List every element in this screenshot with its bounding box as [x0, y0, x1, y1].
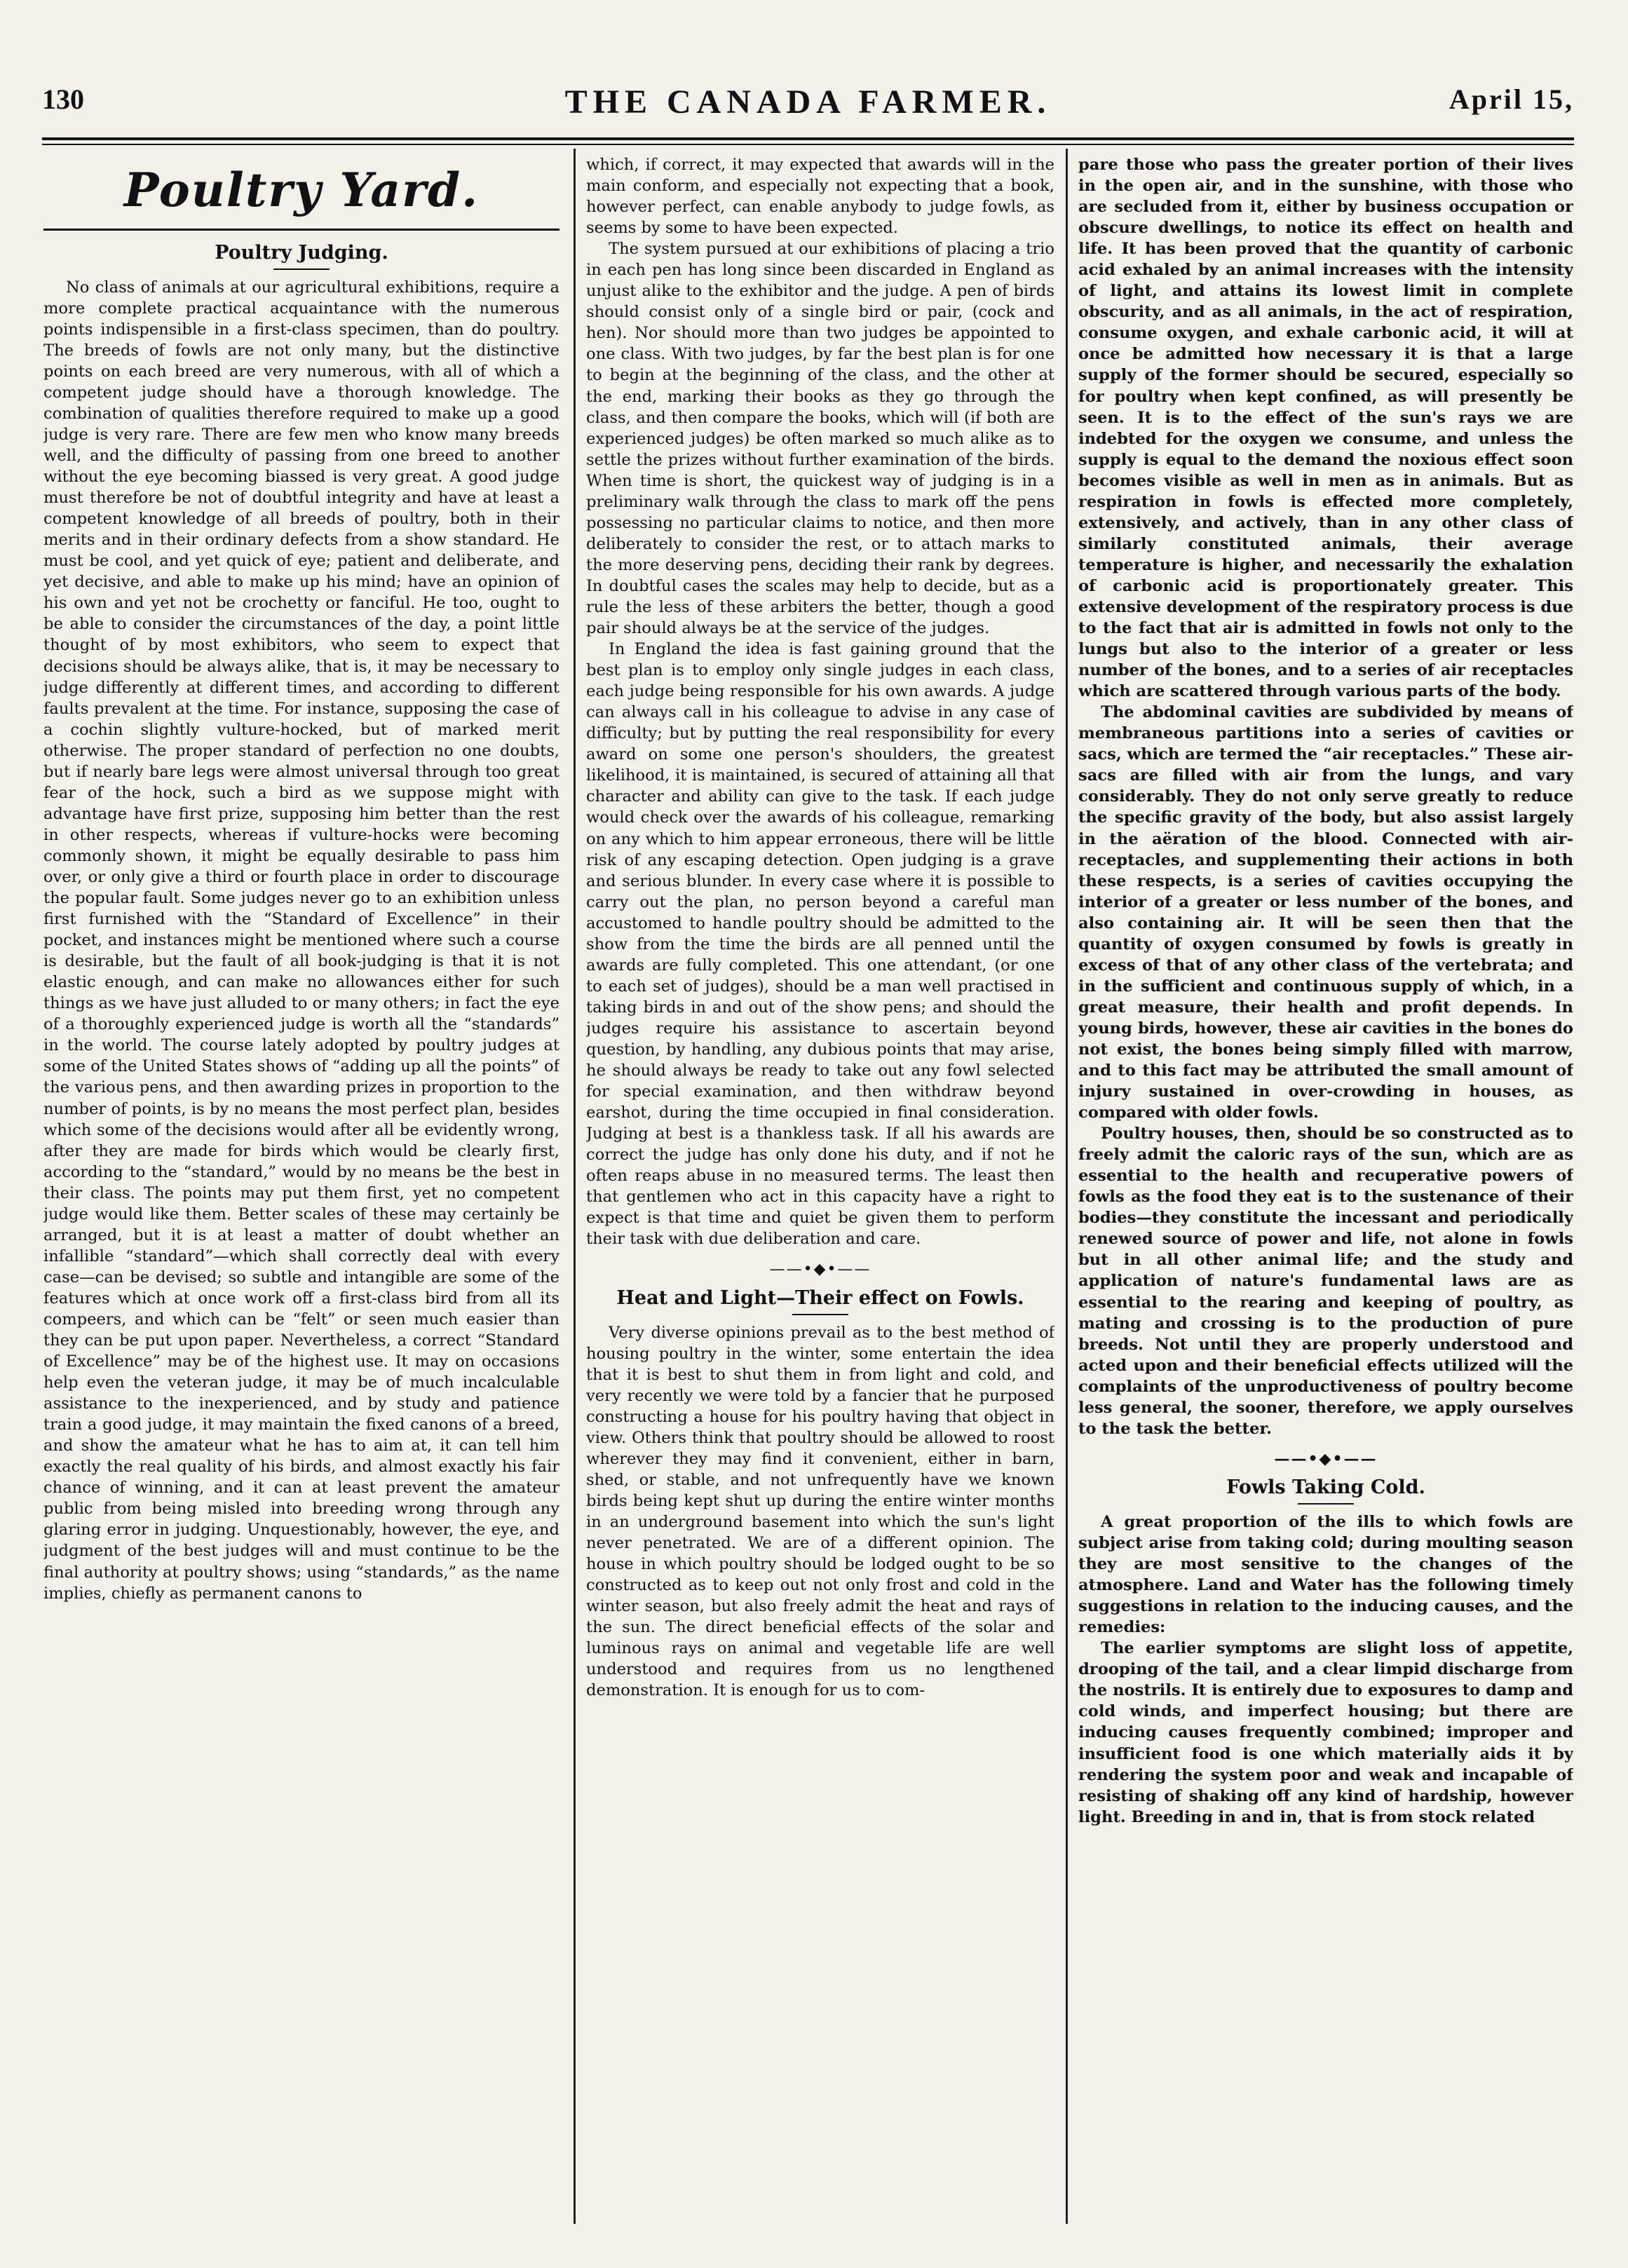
column-divider: [574, 149, 576, 2224]
title-rule: [792, 1314, 848, 1315]
column-divider: [1066, 149, 1068, 2224]
page-number: 130: [42, 83, 84, 115]
section-rule: [43, 229, 559, 231]
header-rule-thick: [42, 137, 1574, 140]
title-rule: [273, 269, 330, 270]
article-paragraph: In England the idea is fast gaining ground that the best plan is to employ only single judges in each class, each judge being responsible for his own awards. A judge can always call in his colleague to advise in any case of difficulty; but by putting the real responsibility for every award on some one person's shoulders, the greatest likelihood, it is maintained, is secured of attaining all that character and ability can give to the task. If each judge would check over the awards of his colleague, remarking on any which to him appear erroneous, there will be little risk of any escaping detection. Open judging is a grave and serious blunder. In every case where it is possible to carry out the plan, no person beyond a careful man accustomed to handle poultry should be admitted to the show from the time the birds are all penned until the awards are fully completed. This one attendant, (or one to each set of judges), should be a man well practised in taking birds in and out of the show pens; and should the judges require his assistance to ascertain beyond question, by handling, any dubious points that may arise, he should always be ready to take out any fowl selected for special examination, and then withdraw beyond earshot, during the time occupied in final consideration. Judging at best is a thankless task. If all his awards are correct the judge has only done his duty, and if not he often reaps abuse in no measured terms. The least then that gentlemen who act in this capacity have a right to expect is that time and quiet be given them to perform their task with due deliberation and care.: [586, 640, 1054, 1249]
column-3: [1078, 154, 1573, 2219]
page-header: [42, 83, 1574, 132]
article-paragraph: which, if correct, it may expected that awards will in the main conform, and especially not expecting that a book, however perfect, can enable anybody to judge fowls, as seems by some to have been expected.: [586, 156, 1054, 238]
section-ornament: ——•◆•——: [1274, 1449, 1378, 1468]
article-title-poultry-judging: Poultry Judging.: [215, 241, 388, 264]
article-paragraph: The earlier symptoms are slight loss of appetite, drooping of the tail, and a clear limpid discharge from the nostrils. It is entirely due to exposures to damp and cold winds, and imperfect housing; but there are inducing causes frequently combined; improper and insufficient food is one which materially aids it by rendering the system poor and weak and incapable of resisting of shaking off any kind of hardship, however light. Breeding in and in, that is from stock related: [1078, 1639, 1573, 1826]
article-title-heat-and-light: Heat and Light—Their effect on Fowls.: [616, 1286, 1024, 1309]
issue-date: April 15,: [1449, 83, 1574, 115]
masthead: THE CANADA FARMER.: [564, 83, 1052, 121]
article-paragraph: A great proportion of the ills to which fowls are subject arise from taking cold; during moulting season they are most sensitive to the changes of the atmosphere. Land and Water has the following timely suggestions in relation to the inducing causes, and the remedies:: [1078, 1513, 1573, 1637]
article-paragraph: No class of animals at our agricultural exhibitions, require a more complete practical acquaintance with the numerous points indispensible in a first-class specimen, than do poultry. The breeds of fowls are not only many, but the distinctive points on each breed are very numerous, with all of which a competent judge should have a thorough knowledge. The combination of qualities therefore required to make up a good judge is very rare. There are few men who know many breeds well, and the difficulty of passing from one breed to another without the eye becoming biassed is very great. A good judge must therefore be not of doubtful integrity and have at least a competent knowledge of all breeds of poultry, both in their merits and in their ordinary defects from a show standard. He must be cool, and yet quick of eye; patient and deliberate, and yet decisive, and able to make up his mind; have an opinion of his own and yet not be crochetty or fanciful. He too, ought to be able to consider the circumstances of the day, a point little thought of by most exhibitors, who seem to expect that decisions should be always alike, that is, it may be necessary to judge differently at different times, and according to different faults prevalent at the time. For instance, supposing the case of a cochin slightly vulture-hocked, but of marked merit otherwise. The proper standard of perfection no one doubts, but if nearly bare legs were almost universal through too great fear of the hock, such a bird as we suppose might with advantage have first prize, supposing him better than the rest in other respects, whereas if vulture-hocks were becoming commonly shown, it might be equally desirable to pass him over, or only give a third or fourth place in order to discourage the popular fault. Some judges never go to an exhibition unless first furnished with the “Standard of Excellence” in their pocket, and instances might be mentioned where such a course is desirable, but the fault of all book-judging is that it is not elastic enough, and can make no allowances either for such things as we have just alluded to or many others; in fact the eye of a thoroughly experienced judge is worth all the “standards” in the world. The course lately adopted by poultry judges at some of the United States shows of “adding up all the points” of the various pens, and then awarding prizes in proportion to the number of points, is by no means the most perfect plan, besides which some of the decisions would after all be evidently wrong, after they are made for birds which would be clearly first, according to the “standard,” would by no means be the best in their class. The points may put them first, yet no competent judge would like them. Better scales of these may certainly be arranged, but it is at least a matter of doubt whether an infallible “standard”—which shall correctly deal with every case—can be devised; so subtle and intangible are some of the features which at once work off a first-class bird from all its compeers, and which can be “felt” or seen much easier than they can be put upon paper. Nevertheless, a correct “Standard of Excellence” may be of the highest use. It may on occasions help even the veteran judge, it may be of much incalculable assistance to the inexperienced, and by study and patience train a good judge, it may maintain the fixed canons of a breed, and show the amateur what he has to aim at, it can tell him exactly the real quality of his birds, and almost exactly his fair chance of winning, and it can at least prevent the amateur public from being misled into breeding wrong through any glaring error in judging. Unquestionably, however, the eye, and judgment of the best judges will and must continue to be the final authority at poultry shows; using “standards,” as the name implies, chiefly as permanent canons to: [43, 278, 559, 1603]
article-paragraph: The abdominal cavities are subdivided by means of membraneous partitions into a series of cavities or sacs, which are termed the “air receptacles.” These air-sacs are filled with air from the lungs, and vary considerably. They do not only serve greatly to reduce the specific gravity of the body, but also assist largely in the aëration of the blood. Connected with air-receptacles, and supplementing their actions in both these respects, is a series of cavities occupying the interior of a greater or less number of the bones, and also containing air. It will be seen then that the quantity of oxygen consumed by fowls is greatly in excess of that of any other class of the vertebrata; and in the sufficient and continuous supply of which, in a great measure, their health and profit depends. In young birds, however, these air cavities in the bones do not exist, the bones being simply filled with marrow, and to this fact may be attributed the small amount of injury sustained in over-crowding in houses, as compared with older fowls.: [1078, 703, 1573, 1122]
title-rule: [1298, 1503, 1354, 1505]
section-ornament: ——•◆•——: [769, 1261, 871, 1279]
section-title: Poultry Yard.: [123, 163, 480, 217]
header-rule-thin: [42, 144, 1574, 145]
article-paragraph: pare those who pass the greater portion of their lives in the open air, and in the sunshine, with those who are secluded from it, either by business occupation or obscure dwellings, to notice its effect on health and life. It has been proved that the quantity of carbonic acid exhaled by an animal increases with the intensity of light, and attains its lowest limit in complete obscurity, and as all animals, in the act of respiration, consume oxygen, and exhale carbonic acid, it will at once be admitted how necessary it is that a large supply of the former should be secured, especially so for poultry when kept confined, as will presently be seen. It is to the effect of the sun's rays we are indebted for the oxygen we consume, and unless the supply is equal to the demand the noxious effect soon becomes visible as well in men as in animals. But as respiration in fowls is effected more completely, extensively, and actively, than in any other class of similarly constituted animals, their average temperature is higher, and necessarily the exhalation of carbonic acid is proportionately greater. This extensive development of the respiratory process is due to the fact that air is admitted in fowls not only to the lungs but also to the interior of a greater or less number of the bones, and to a series of air receptacles which are scattered through various parts of the body.: [1078, 156, 1573, 701]
article-paragraph: The system pursued at our exhibitions of placing a trio in each pen has long since been discarded in England as unjust alike to the exhibitor and the judge. A pen of birds should consist only of a single bird or pair, (cock and hen). Nor should more than two judges be appointed to one class. With two judges, by far the best plan is for one to begin at the beginning of the class, and the other at the end, marking their books as they go through the class, and then compare the books, which will (if both are experienced judges) be often marked so much alike as to settle the prizes without further examination of the birds. When time is short, the quickest way of judging is in a preliminary walk through the class to mark off the pens possessing no particular claims to notice, and then more deliberately to consider the rest, or to attach marks to the more deserving pens, deciding their rank by degrees. In doubtful cases the scales may help to decide, but as a rule the less of these arbiters the better, though a good pair should always be at the service of the judges.: [586, 240, 1054, 638]
column-2: [586, 154, 1054, 2219]
article-paragraph: Very diverse opinions prevail as to the best method of housing poultry in the winter, some entertain the idea that it is best to shut them in from light and cold, and very recently we were told by a fancier that he purposed constructing a house for his poultry having that object in view. Others think that poultry should be allowed to roost wherever they may find it convenient, either in barn, shed, or stable, and not unfrequently have we known birds being kept shut up during the entire winter months in an underground basement into which the sun's light never penetrated. We are of a different opinion. The house in which poultry should be lodged ought to be so constructed as to keep out not only frost and cold in the winter season, but also freely admit the heat and rays of the sun. The direct beneficial effects of the solar and luminous rays on animal and vegetable life are well understood and requires from us no lengthened demonstration. It is enough for us to com-: [586, 1323, 1054, 1700]
column-1: [43, 154, 559, 2219]
article-title-fowls-taking-cold: Fowls Taking Cold.: [1226, 1476, 1425, 1499]
article-paragraph: Poultry houses, then, should be so constructed as to freely admit the caloric rays of the sun, which are as essential to the health and recuperative powers of fowls as the food they eat is to the sustenance of their bodies—they constitute the incessant and periodically renewed source of power and life, not alone in fowls but in all other animal life; and the study and application of nature's fundamental laws are as essential to the rearing and keeping of poultry, as mating and crossing is to the production of pure breeds. Not until they are properly understood and acted upon and their beneficial effects utilized will the complaints of the unproductiveness of poultry become less general, the sooner, therefore, we apply ourselves to the task the better.: [1078, 1125, 1573, 1438]
